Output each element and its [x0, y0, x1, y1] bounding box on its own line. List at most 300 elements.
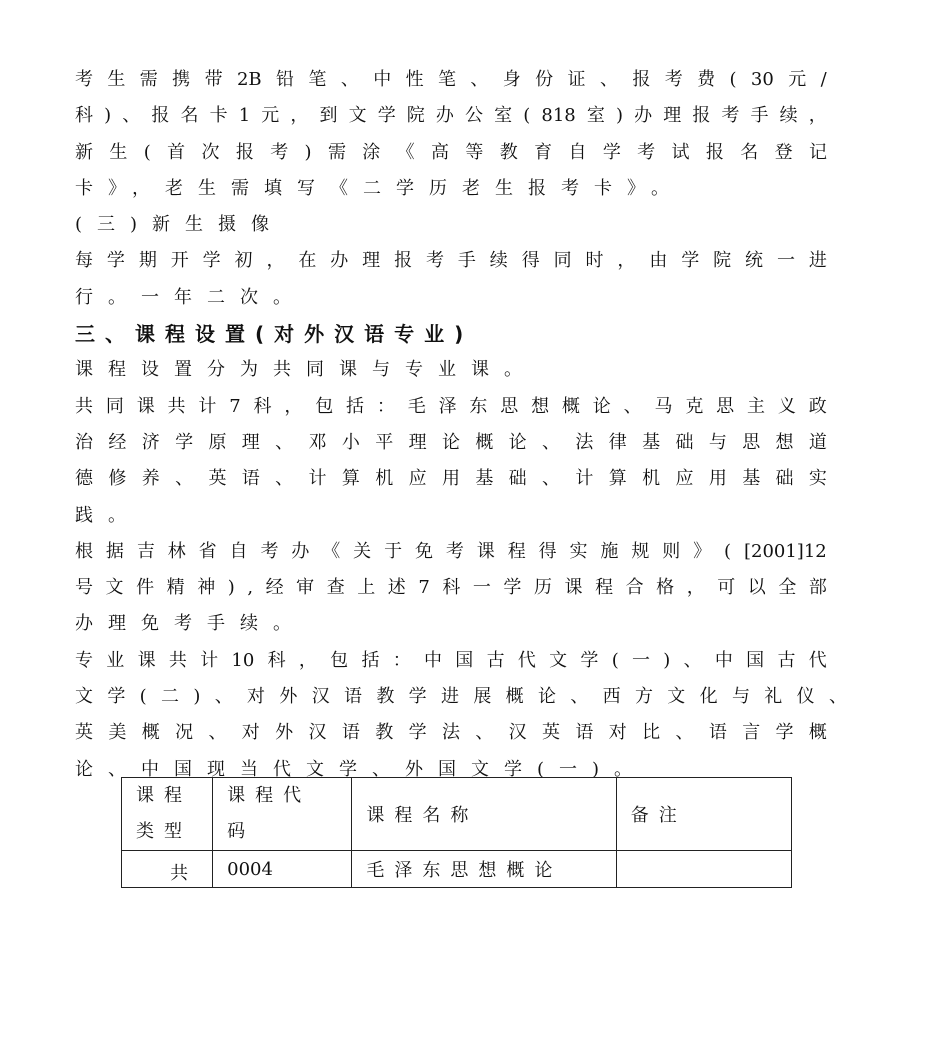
glyph: 文	[549, 649, 568, 671]
glyph: 外	[275, 722, 294, 744]
glyph: 原	[208, 431, 227, 453]
glyph: 论	[592, 395, 611, 417]
glyph: 根	[75, 540, 93, 562]
glyph: 省	[198, 540, 217, 562]
glyph: 公	[465, 105, 484, 127]
glyph: ，	[298, 649, 317, 671]
glyph: 小	[341, 431, 360, 453]
glyph: 元	[261, 105, 280, 127]
glyph: 同	[105, 395, 124, 417]
glyph: 概	[561, 395, 580, 417]
glyph: 业	[106, 649, 125, 671]
glyph: 学	[503, 577, 522, 599]
glyph: 平	[375, 431, 394, 453]
glyph: 与	[731, 686, 750, 708]
glyph: 括	[361, 649, 380, 671]
glyph: 共	[168, 649, 187, 671]
glyph: 院	[713, 250, 732, 272]
glyph: 身	[502, 69, 521, 90]
glyph: 初	[234, 250, 253, 272]
document-body	[75, 62, 847, 788]
glyph: 学	[408, 686, 427, 708]
glyph: 概	[505, 686, 524, 708]
glyph: 思	[742, 431, 761, 453]
glyph: 性	[405, 69, 424, 90]
glyph: 与	[708, 431, 727, 453]
glyph: 施	[600, 540, 619, 562]
glyph: 2B	[236, 69, 262, 90]
glyph: 德	[75, 468, 93, 490]
glyph: 可	[717, 577, 736, 599]
glyph: 据	[105, 540, 124, 562]
glyph: 则	[662, 540, 681, 562]
glyph: 育	[534, 141, 553, 163]
glyph: 用	[708, 468, 727, 490]
text-line	[75, 243, 827, 279]
glyph: 办	[330, 250, 349, 272]
glyph: 院	[406, 105, 425, 127]
glyph: 室	[586, 105, 605, 127]
glyph: 政	[808, 395, 827, 417]
text-line-spread	[75, 679, 847, 715]
glyph: 考	[664, 69, 683, 90]
glyph: 思	[500, 395, 519, 417]
glyph: 概	[808, 722, 827, 744]
glyph: 神	[197, 577, 216, 599]
text-line	[75, 389, 827, 425]
glyph: )	[104, 105, 112, 127]
glyph: 想	[531, 395, 550, 417]
glyph: 言	[742, 722, 761, 744]
glyph: 新	[75, 141, 93, 163]
glyph: 考	[270, 141, 289, 163]
glyph: 述	[387, 577, 406, 599]
glyph: 础	[508, 468, 527, 490]
glyph: 笔	[308, 69, 327, 90]
glyph: 、	[214, 686, 233, 708]
glyph: 法	[441, 722, 460, 744]
glyph: 吉	[136, 540, 155, 562]
glyph: 英	[542, 722, 561, 744]
glyph: 一	[472, 577, 491, 599]
glyph: 学	[602, 141, 621, 163]
glyph: 包	[315, 395, 334, 417]
text-line	[75, 135, 827, 171]
glyph: 文	[348, 105, 367, 127]
glyph: 实	[808, 468, 827, 490]
glyph: 基	[742, 468, 761, 490]
glyph: 语	[341, 722, 360, 744]
glyph: 经	[265, 577, 284, 599]
glyph: 考	[721, 105, 740, 127]
text-line	[75, 425, 827, 461]
glyph: 、	[623, 395, 642, 417]
glyph: 、	[275, 468, 294, 490]
glyph: 铅	[276, 69, 295, 90]
glyph: 自	[229, 540, 248, 562]
text-line: 践。	[75, 504, 141, 526]
header-course-name: 课程名称	[352, 778, 616, 851]
glyph: 外	[279, 686, 298, 708]
glyph: )	[193, 686, 201, 708]
glyph: 学	[408, 722, 427, 744]
glyph: 得	[521, 250, 540, 272]
glyph: ：	[376, 395, 395, 417]
glyph: 查	[326, 577, 345, 599]
glyph: 7	[418, 577, 430, 599]
glyph: 学	[106, 250, 125, 272]
text-line-spread	[75, 715, 827, 751]
glyph: 中	[373, 69, 392, 90]
glyph: ，	[266, 250, 285, 272]
text-line-spread	[75, 389, 827, 425]
glyph: 应	[675, 468, 694, 490]
text-line-spread	[75, 243, 827, 279]
glyph: 教	[499, 141, 518, 163]
glyph: (	[143, 141, 151, 163]
header-course-type	[122, 778, 213, 851]
glyph: 、	[683, 649, 702, 671]
glyph: 历	[533, 577, 552, 599]
glyph: 共	[167, 395, 186, 417]
glyph: 马	[654, 395, 673, 417]
glyph: 古	[777, 649, 796, 671]
cell-note	[616, 851, 791, 888]
glyph: 理	[408, 431, 427, 453]
glyph: 计	[198, 395, 217, 417]
section-heading: 三、课程设置(对外汉语专业)	[75, 322, 474, 347]
text-line-spread	[75, 135, 827, 171]
glyph: 一	[776, 250, 795, 272]
glyph: 程	[507, 540, 526, 562]
glyph: 首	[167, 141, 186, 163]
glyph: 、	[340, 69, 359, 90]
glyph: 、	[275, 431, 294, 453]
glyph: 考	[260, 540, 279, 562]
glyph: 考	[445, 540, 464, 562]
text-line-spread	[75, 643, 827, 679]
glyph: 、	[542, 431, 561, 453]
glyph: 生	[107, 69, 126, 90]
glyph: 以	[747, 577, 766, 599]
glyph: 在	[298, 250, 317, 272]
glyph: 论	[508, 431, 527, 453]
glyph: 括	[346, 395, 365, 417]
text-line-spread	[75, 98, 827, 134]
glyph: )	[227, 577, 235, 599]
course-table	[121, 777, 792, 888]
glyph: 展	[473, 686, 492, 708]
glyph: 科	[75, 105, 93, 127]
glyph: 毛	[407, 395, 426, 417]
glyph: 带	[204, 69, 223, 90]
glyph: 办	[435, 105, 454, 127]
glyph: 卡	[209, 105, 228, 127]
glyph: 上	[357, 577, 376, 599]
glyph: 语	[708, 722, 727, 744]
glyph: 开	[170, 250, 189, 272]
glyph: 对	[247, 686, 266, 708]
text-line: 行。一年二次。	[75, 286, 306, 308]
glyph: 7	[229, 395, 241, 417]
glyph: 报	[705, 141, 724, 163]
glyph: 记	[808, 141, 827, 163]
text-line	[75, 570, 827, 606]
glyph: 学	[377, 105, 396, 127]
glyph: 部	[808, 577, 827, 599]
glyph: 报	[394, 250, 413, 272]
glyph: 由	[649, 250, 668, 272]
glyph: 于	[384, 540, 403, 562]
text-line	[75, 679, 847, 715]
glyph: 教	[376, 686, 395, 708]
glyph: ，	[290, 105, 309, 127]
glyph: 涂	[362, 141, 381, 163]
glyph: 到	[319, 105, 338, 127]
cell-course-code: 0004	[213, 851, 352, 888]
glyph: 学	[681, 250, 700, 272]
glyph: 东	[469, 395, 488, 417]
table-row	[122, 851, 792, 888]
glyph: 文	[75, 686, 93, 708]
glyph: 科	[253, 395, 272, 417]
glyph: 西	[602, 686, 621, 708]
glyph: 邓	[308, 431, 327, 453]
glyph: [2001]12	[743, 540, 827, 562]
glyph: 续	[779, 105, 798, 127]
glyph: 对	[241, 722, 260, 744]
glyph: 需	[139, 69, 158, 90]
glyph: 英	[208, 468, 227, 490]
glyph: 算	[341, 468, 360, 490]
glyph: 概	[141, 722, 160, 744]
glyph: 统	[745, 250, 764, 272]
glyph: ,	[247, 577, 254, 599]
glyph: 课	[564, 577, 583, 599]
glyph: 同	[553, 250, 572, 272]
glyph: )	[615, 105, 623, 127]
header-course-type-line2: 类型	[136, 821, 192, 842]
header-course-code-line1: 课程代	[227, 785, 312, 806]
glyph: 学	[202, 250, 221, 272]
glyph: 、	[828, 686, 847, 708]
text-line	[75, 643, 827, 679]
glyph: 理	[241, 431, 260, 453]
glyph: ，	[617, 250, 636, 272]
glyph: 10	[231, 649, 255, 671]
glyph: 合	[625, 577, 644, 599]
text-line	[75, 98, 827, 134]
glyph: 实	[569, 540, 588, 562]
glyph: /	[820, 69, 827, 90]
glyph: 计	[200, 649, 219, 671]
glyph: 道	[808, 431, 827, 453]
glyph: 进	[441, 686, 459, 708]
glyph: 考	[425, 250, 444, 272]
glyph: 《	[322, 540, 341, 562]
text-line-spread	[75, 62, 827, 98]
glyph: 语	[241, 468, 260, 490]
glyph: ，	[686, 577, 705, 599]
text-line	[75, 62, 827, 98]
glyph: )	[304, 141, 312, 163]
glyph: 论	[537, 686, 556, 708]
glyph: 学	[107, 686, 126, 708]
glyph: 元	[788, 69, 807, 90]
text-line: 卡》，老生需填写《二学历老生报考卡》。	[75, 177, 684, 199]
glyph: 科	[442, 577, 461, 599]
glyph: ，	[808, 105, 827, 127]
glyph: 登	[774, 141, 793, 163]
glyph: 思	[716, 395, 735, 417]
glyph: 精	[166, 577, 185, 599]
glyph: 汉	[308, 722, 327, 744]
glyph: 份	[535, 69, 554, 90]
glyph: 件	[136, 577, 155, 599]
glyph: 础	[675, 431, 694, 453]
glyph: 语	[575, 722, 594, 744]
glyph: 全	[778, 577, 797, 599]
glyph: 考	[75, 69, 93, 90]
glyph: 专	[75, 649, 93, 671]
glyph: 报	[632, 69, 651, 90]
glyph: 学	[175, 431, 194, 453]
glyph: 方	[634, 686, 653, 708]
header-course-code-line2: 码	[227, 821, 256, 842]
text-line-spread	[75, 570, 827, 606]
glyph: 况	[175, 722, 194, 744]
glyph: 础	[775, 468, 794, 490]
glyph: 中	[714, 649, 733, 671]
glyph: ，	[284, 395, 303, 417]
glyph: 主	[747, 395, 766, 417]
glyph: )	[663, 649, 671, 671]
glyph: 论	[441, 431, 460, 453]
text-line	[75, 461, 827, 497]
glyph: 学	[580, 649, 599, 671]
glyph: 、	[122, 105, 141, 127]
glyph: 室	[494, 105, 513, 127]
glyph: 续	[489, 250, 508, 272]
glyph: 报	[151, 105, 170, 127]
glyph: 期	[138, 250, 157, 272]
glyph: 义	[777, 395, 796, 417]
text-line-spread	[75, 461, 827, 497]
glyph: 笔	[437, 69, 456, 90]
glyph: 30	[750, 69, 774, 90]
table-header-row	[122, 778, 792, 851]
glyph: (	[611, 649, 619, 671]
glyph: 计	[308, 468, 327, 490]
glyph: 办	[634, 105, 653, 127]
text-line: 课程设置分为共同课与专业课。	[75, 359, 537, 381]
glyph: 礼	[764, 686, 783, 708]
glyph: 审	[296, 577, 315, 599]
glyph: 关	[353, 540, 372, 562]
glyph: 算	[608, 468, 627, 490]
glyph: 免	[414, 540, 433, 562]
glyph: 每	[75, 250, 93, 272]
glyph: 试	[671, 141, 690, 163]
glyph: 文	[105, 577, 124, 599]
glyph: 汉	[508, 722, 527, 744]
glyph: 修	[108, 468, 127, 490]
glyph: 名	[740, 141, 759, 163]
glyph: 克	[685, 395, 704, 417]
glyph: 得	[538, 540, 557, 562]
text-line	[75, 534, 827, 570]
text-line-spread	[75, 425, 827, 461]
glyph: 经	[108, 431, 127, 453]
cell-course-type: 共	[122, 851, 213, 888]
text-line	[75, 715, 827, 751]
glyph: (	[724, 540, 732, 562]
glyph: 法	[575, 431, 594, 453]
glyph: 高	[431, 141, 450, 163]
header-course-type-line1: 课程	[136, 785, 192, 806]
glyph: 治	[75, 431, 93, 453]
glyph: 规	[631, 540, 650, 562]
glyph: 课	[137, 649, 156, 671]
glyph: 济	[141, 431, 160, 453]
glyph: 古	[486, 649, 505, 671]
glyph: 、	[675, 722, 694, 744]
glyph: 手	[457, 250, 476, 272]
glyph: 、	[175, 468, 194, 490]
glyph: 、	[475, 722, 494, 744]
glyph: 泽	[438, 395, 457, 417]
glyph: 概	[475, 431, 494, 453]
glyph: 英	[75, 722, 93, 744]
glyph: 代	[808, 649, 827, 671]
glyph: 律	[608, 431, 627, 453]
glyph: 机	[642, 468, 661, 490]
glyph: 计	[575, 468, 594, 490]
glyph: 对	[608, 722, 627, 744]
glyph: 理	[663, 105, 682, 127]
cell-course-name: 毛泽东思想概论	[352, 851, 616, 888]
glyph: 考	[637, 141, 656, 163]
glyph: 生	[109, 141, 128, 163]
glyph: 基	[642, 431, 661, 453]
glyph: 代	[517, 649, 536, 671]
glyph: 教	[375, 722, 394, 744]
glyph: 、	[599, 69, 618, 90]
glyph: 时	[585, 250, 604, 272]
glyph: 包	[330, 649, 349, 671]
text-line: (三)新生摄像	[75, 214, 285, 236]
glyph: 想	[775, 431, 794, 453]
glyph: 中	[424, 649, 442, 671]
glyph: 报	[692, 105, 711, 127]
header-course-code	[213, 778, 352, 851]
text-line-spread	[75, 534, 827, 570]
glyph: 报	[235, 141, 254, 163]
glyph: 语	[344, 686, 363, 708]
glyph: 共	[75, 395, 93, 417]
glyph: 《	[396, 141, 415, 163]
glyph: ：	[392, 649, 411, 671]
glyph: 名	[180, 105, 199, 127]
glyph: 科	[267, 649, 286, 671]
glyph: 应	[408, 468, 427, 490]
glyph: 进	[808, 250, 827, 272]
glyph: 、	[208, 722, 227, 744]
glyph: 手	[750, 105, 769, 127]
glyph: 号	[75, 577, 93, 599]
glyph: 养	[141, 468, 160, 490]
glyph: 费	[697, 69, 716, 90]
